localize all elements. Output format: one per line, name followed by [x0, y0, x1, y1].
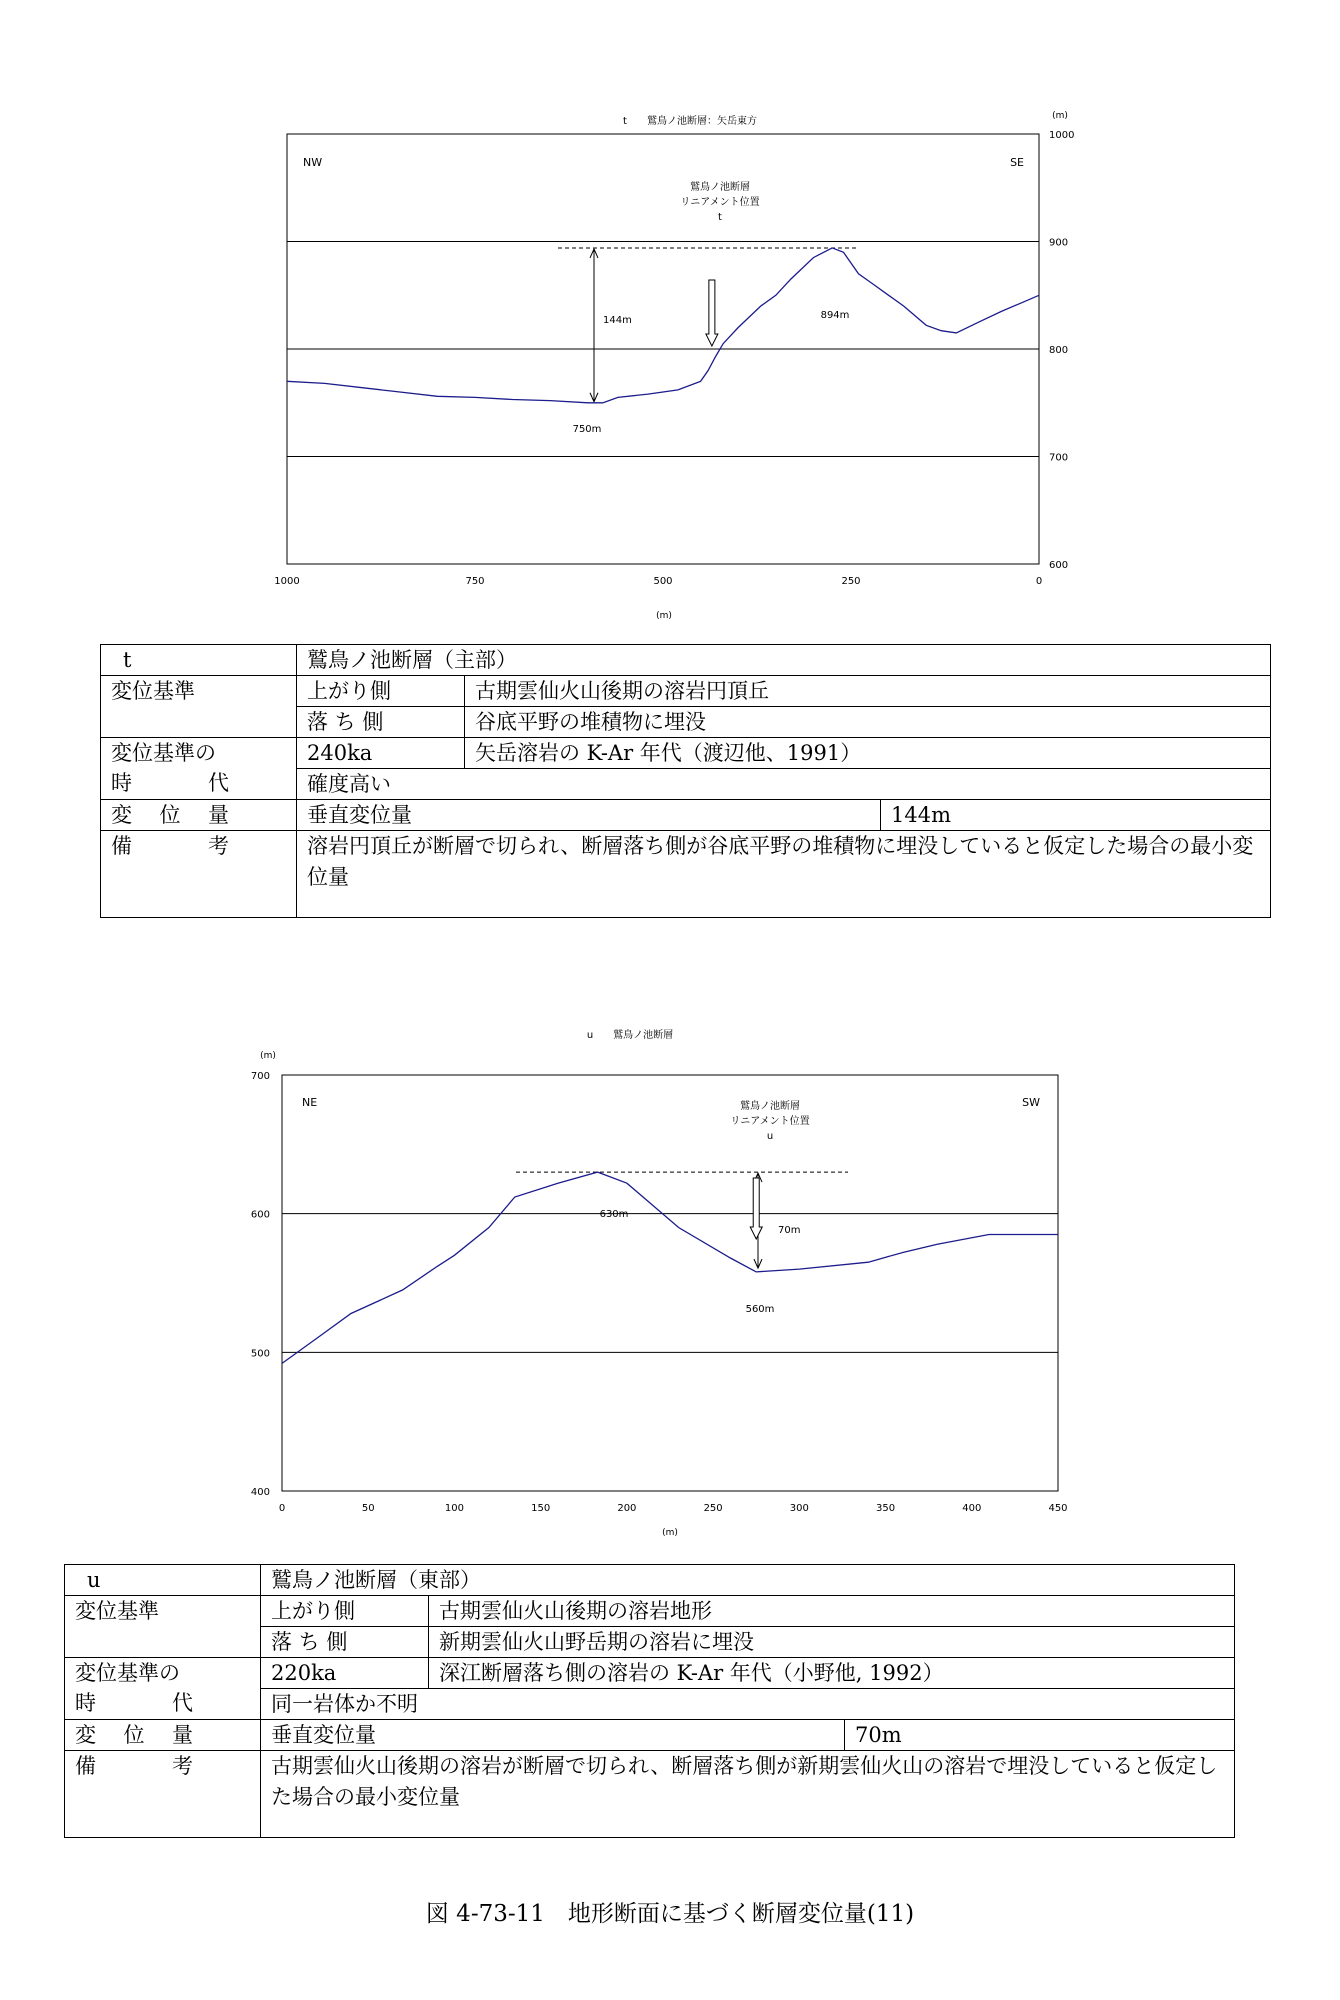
- x-tick-label: 100: [444, 1503, 464, 1514]
- x-tick-label: 0: [1035, 576, 1043, 587]
- x-tick-label: 250: [841, 576, 861, 587]
- x-tick-label: 0: [278, 1503, 286, 1514]
- lineament-position-arrow-icon: [750, 1178, 762, 1239]
- y-tick-label: 1000: [1049, 130, 1075, 141]
- x-tick-label: 450: [1048, 1503, 1068, 1514]
- chart-title: t 鷲鳥ノ池断層：矢岳東方: [623, 116, 757, 127]
- age-source: 深江断層落ち側の溶岩の K-Ar 年代（小野他, 1992）: [429, 1658, 1235, 1689]
- age-certainty: 同一岩体か不明: [261, 1689, 1235, 1720]
- displacement-label: 変 位 量: [101, 800, 297, 831]
- displacement-label: 70m: [778, 1225, 801, 1236]
- up-side-value: 古期雲仙火山後期の溶岩円頂丘: [465, 676, 1271, 707]
- lineament-label-line: 鷲鳥ノ池断層: [740, 1101, 800, 1112]
- direction-right: SE: [1010, 156, 1024, 169]
- figure-caption: 図 4-73-11 地形断面に基づく断層変位量(11): [425, 1901, 915, 1927]
- plot-frame: [282, 1075, 1058, 1491]
- elevation-profile-line: [282, 1172, 1058, 1363]
- down-side-label: 落 ち 側: [297, 707, 465, 738]
- displacement-value: 144m: [881, 800, 1271, 831]
- displacement-type: 垂直変位量: [261, 1720, 845, 1751]
- info-table-t: [100, 644, 1271, 918]
- age-label: 変位基準の 時 代: [65, 1658, 261, 1720]
- displacement-label: 144m: [603, 315, 632, 326]
- x-tick-label: 350: [876, 1503, 896, 1514]
- x-tick-label: 400: [962, 1503, 982, 1514]
- direction-left: NW: [303, 156, 323, 169]
- x-tick-label: 750: [465, 576, 485, 587]
- x-tick-label: 500: [653, 576, 673, 587]
- y-axis-unit: (m): [1052, 111, 1068, 121]
- remarks-label: 備 考: [101, 831, 297, 918]
- elevation-profile-line: [287, 248, 1039, 403]
- y-tick-label: 600: [1049, 560, 1069, 571]
- down-side-value: 谷底平野の堆積物に埋没: [465, 707, 1271, 738]
- basis-label: 変位基準: [65, 1596, 261, 1658]
- low-elevation-label: 560m: [745, 1304, 775, 1315]
- age-certainty: 確度高い: [297, 769, 1271, 800]
- up-side-label: 上がり側: [297, 676, 465, 707]
- remarks-label: 備 考: [65, 1751, 261, 1838]
- basis-label: 変位基準: [101, 676, 297, 738]
- lineament-label-line: 鷲鳥ノ池断層: [690, 182, 750, 193]
- direction-left: NE: [302, 1096, 318, 1109]
- x-tick-label: 50: [361, 1503, 375, 1514]
- y-tick-label: 600: [250, 1209, 270, 1221]
- low-elevation-label: 750m: [572, 424, 602, 435]
- remarks-text: 古期雲仙火山後期の溶岩が断層で切られ、断層落ち側が新期雲仙火山の溶岩で埋没していると仮定した場合の最小変位量: [261, 1751, 1235, 1838]
- peak-elevation-label: 894m: [820, 310, 850, 321]
- fault-id: t: [101, 645, 297, 676]
- fault-name: 鷲鳥ノ池断層（主部）: [297, 645, 1271, 676]
- age-label: 変位基準の 時 代: [101, 738, 297, 800]
- y-tick-label: 500: [250, 1348, 270, 1360]
- lineament-label-line: u: [766, 1131, 774, 1142]
- displacement-label: 変 位 量: [65, 1720, 261, 1751]
- fault-id: u: [65, 1565, 261, 1596]
- remarks-text: 溶岩円頂丘が断層で切られ、断層落ち側が谷底平野の堆積物に埋没していると仮定した場合の最小変位量: [297, 831, 1271, 918]
- fault-name: 鷲鳥ノ池断層（東部）: [261, 1565, 1235, 1596]
- y-tick-label: 900: [1049, 237, 1069, 249]
- peak-elevation-label: 630m: [599, 1209, 629, 1220]
- profile-chart-u: [0, 1010, 1340, 1550]
- profile-chart-t: [0, 0, 1340, 620]
- chart-title: u 鷲鳥ノ池断層: [586, 1030, 674, 1041]
- x-tick-label: 1000: [274, 576, 300, 587]
- down-side-value: 新期雲仙火山野岳期の溶岩に埋没: [429, 1627, 1235, 1658]
- displacement-type: 垂直変位量: [297, 800, 881, 831]
- y-tick-label: 700: [1049, 452, 1069, 464]
- up-side-label: 上がり側: [261, 1596, 429, 1627]
- age-source: 矢岳溶岩の K-Ar 年代（渡辺他、1991）: [465, 738, 1271, 769]
- x-tick-label: 300: [789, 1503, 809, 1514]
- up-side-value: 古期雲仙火山後期の溶岩地形: [429, 1596, 1235, 1627]
- y-tick-label: 700: [250, 1071, 270, 1082]
- x-tick-label: 200: [617, 1503, 637, 1514]
- y-tick-label: 800: [1049, 345, 1069, 356]
- y-tick-label: 400: [250, 1487, 270, 1498]
- x-tick-label: 250: [703, 1503, 723, 1514]
- lineament-label-line: リニアメント位置: [680, 197, 760, 208]
- age-value: 220ka: [261, 1658, 429, 1689]
- lineament-position-arrow-icon: [706, 280, 718, 346]
- lineament-label-line: t: [718, 212, 722, 223]
- x-axis-unit: (m): [662, 1528, 678, 1538]
- displacement-value: 70m: [845, 1720, 1235, 1751]
- direction-right: SW: [1022, 1096, 1040, 1109]
- down-side-label: 落 ち 側: [261, 1627, 429, 1658]
- y-axis-unit: (m): [260, 1051, 276, 1061]
- age-value: 240ka: [297, 738, 465, 769]
- x-tick-label: 150: [531, 1503, 551, 1514]
- info-table-u: [64, 1564, 1235, 1838]
- lineament-label-line: リニアメント位置: [730, 1116, 810, 1127]
- x-axis-unit: (m): [656, 611, 672, 620]
